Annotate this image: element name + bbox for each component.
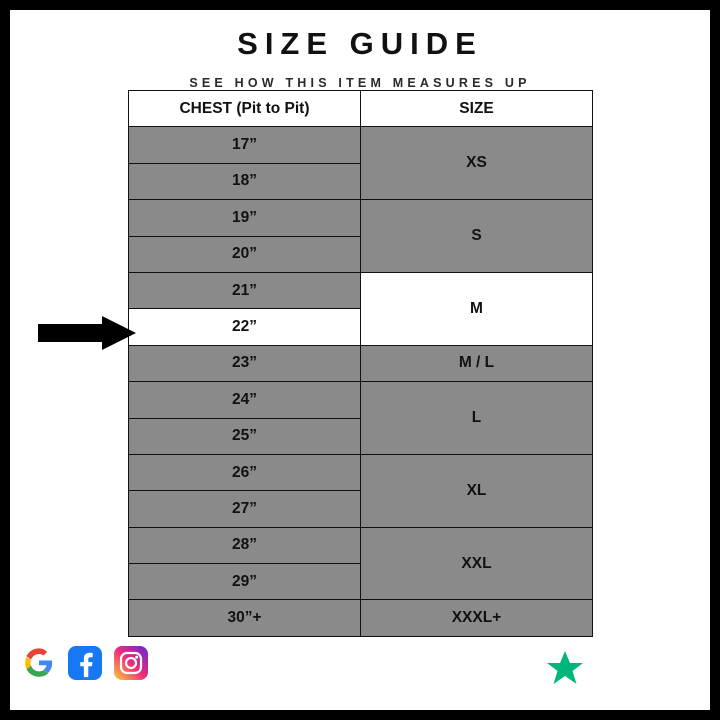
trustpilot-badge[interactable] <box>545 648 702 688</box>
trustpilot-star-icon <box>545 648 585 688</box>
table-row <box>129 454 593 490</box>
chest-cell: 23” <box>129 345 361 381</box>
chest-cell: 26” <box>129 454 361 490</box>
column-header-size: SIZE <box>361 91 593 127</box>
chest-cell: 19” <box>129 200 361 236</box>
size-cell: M / L <box>361 345 593 381</box>
chest-cell-highlighted: 22” <box>129 309 361 345</box>
size-table <box>128 90 593 637</box>
size-cell: L <box>361 382 593 455</box>
chest-cell: 30”+ <box>129 600 361 636</box>
size-cell: XS <box>361 127 593 200</box>
size-cell: XL <box>361 454 593 527</box>
table-row <box>129 127 593 163</box>
size-table-wrapper <box>128 90 593 637</box>
brand-name: BUNDL <box>293 640 427 675</box>
table-row <box>129 272 593 308</box>
trustpilot-label: Trustpilot <box>593 653 702 682</box>
chest-cell: 21” <box>129 272 361 308</box>
chest-cell: 28” <box>129 527 361 563</box>
chest-cell: 24” <box>129 382 361 418</box>
chest-cell: 25” <box>129 418 361 454</box>
table-row <box>129 345 593 381</box>
chest-cell: 17” <box>129 127 361 163</box>
brand-domain: CLOTHING.CO.UK <box>291 679 429 691</box>
page-title: SIZE GUIDE <box>237 26 483 61</box>
chest-cell: 18” <box>129 163 361 199</box>
page-subtitle: SEE HOW THIS ITEM MEASURES UP <box>189 76 531 90</box>
table-row <box>129 600 593 636</box>
size-guide-card <box>10 10 710 710</box>
table-row <box>129 200 593 236</box>
footer-bar <box>0 632 720 720</box>
arrow-right-icon <box>38 316 136 350</box>
size-cell-highlighted: M <box>361 272 593 345</box>
column-header-chest: CHEST (Pit to Pit) <box>129 91 361 127</box>
chest-cell: 29” <box>129 564 361 600</box>
table-row <box>129 527 593 563</box>
chest-cell: 20” <box>129 236 361 272</box>
table-row <box>129 382 593 418</box>
table-header-row <box>129 91 593 127</box>
size-cell: XXL <box>361 527 593 600</box>
size-cell: XXXL+ <box>361 600 593 636</box>
chest-cell: 27” <box>129 491 361 527</box>
size-cell: S <box>361 200 593 273</box>
